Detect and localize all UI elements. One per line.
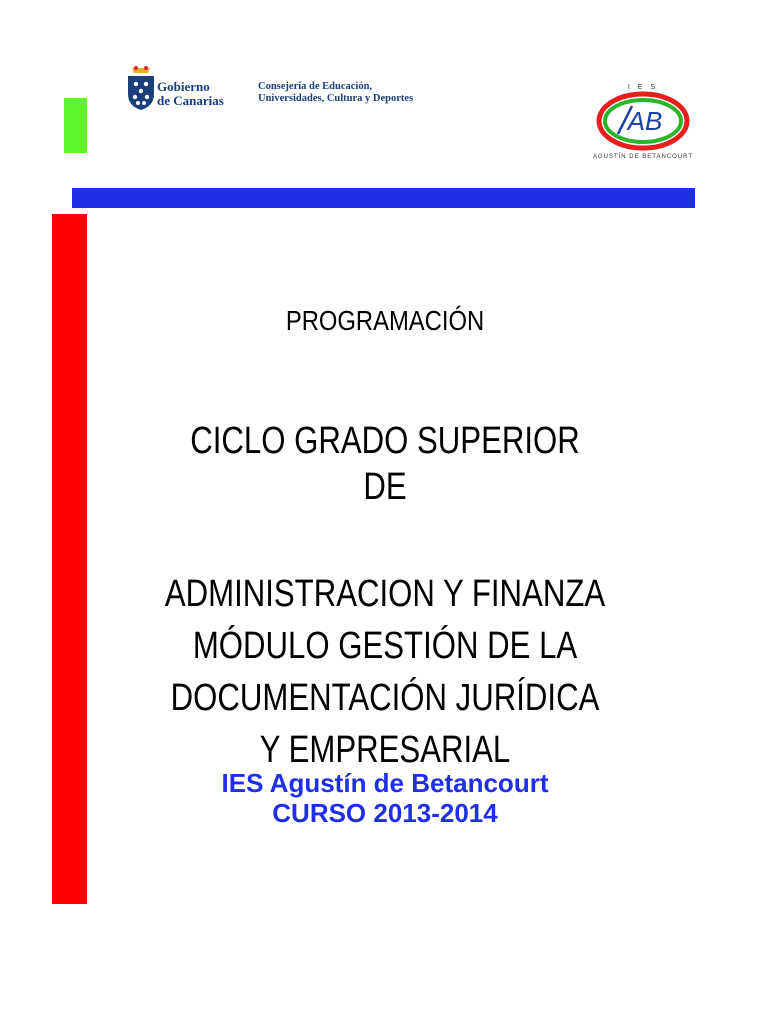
consejeria-text [258,81,413,105]
document-heading: PROGRAMACIÓN [285,305,485,336]
module-title [151,568,618,776]
module-title-line3: DOCUMENTACIÓN JURÍDICA [170,677,600,719]
gobierno-line2: de Canarias [157,93,224,108]
ies-logo-top-text: I E S [627,84,659,91]
coat-of-arms-icon [124,64,158,112]
gobierno-canarias-wordmark [157,80,224,108]
module-title-line1: ADMINISTRACION Y FINANZA [164,573,606,615]
school-name: IES Agustín de Betancourt [221,768,549,798]
school-course-info [100,768,670,828]
consejeria-line1: Consejería de Educación, [258,81,373,92]
red-side-bar [52,214,87,904]
cycle-title-line2: DE [363,466,407,508]
green-accent-bar [64,98,87,153]
consejeria-line2: Universidades, Cultura y Deportes [258,93,414,104]
ies-agustin-betancourt-logo [588,78,698,160]
ies-logo-bottom-text: AGUSTÍN DE BETANCOURT [592,154,694,160]
blue-header-bar [72,188,695,208]
course-year: CURSO 2013-2014 [272,798,498,828]
gobierno-line1: Gobierno [157,79,210,94]
cycle-title [151,418,618,510]
module-title-line2: MÓDULO GESTIÓN DE LA [192,625,578,667]
ies-logo-initials: AB [627,106,663,136]
cycle-title-line1: CICLO GRADO SUPERIOR [190,420,580,462]
module-title-line4: Y EMPRESARIAL [259,729,511,771]
